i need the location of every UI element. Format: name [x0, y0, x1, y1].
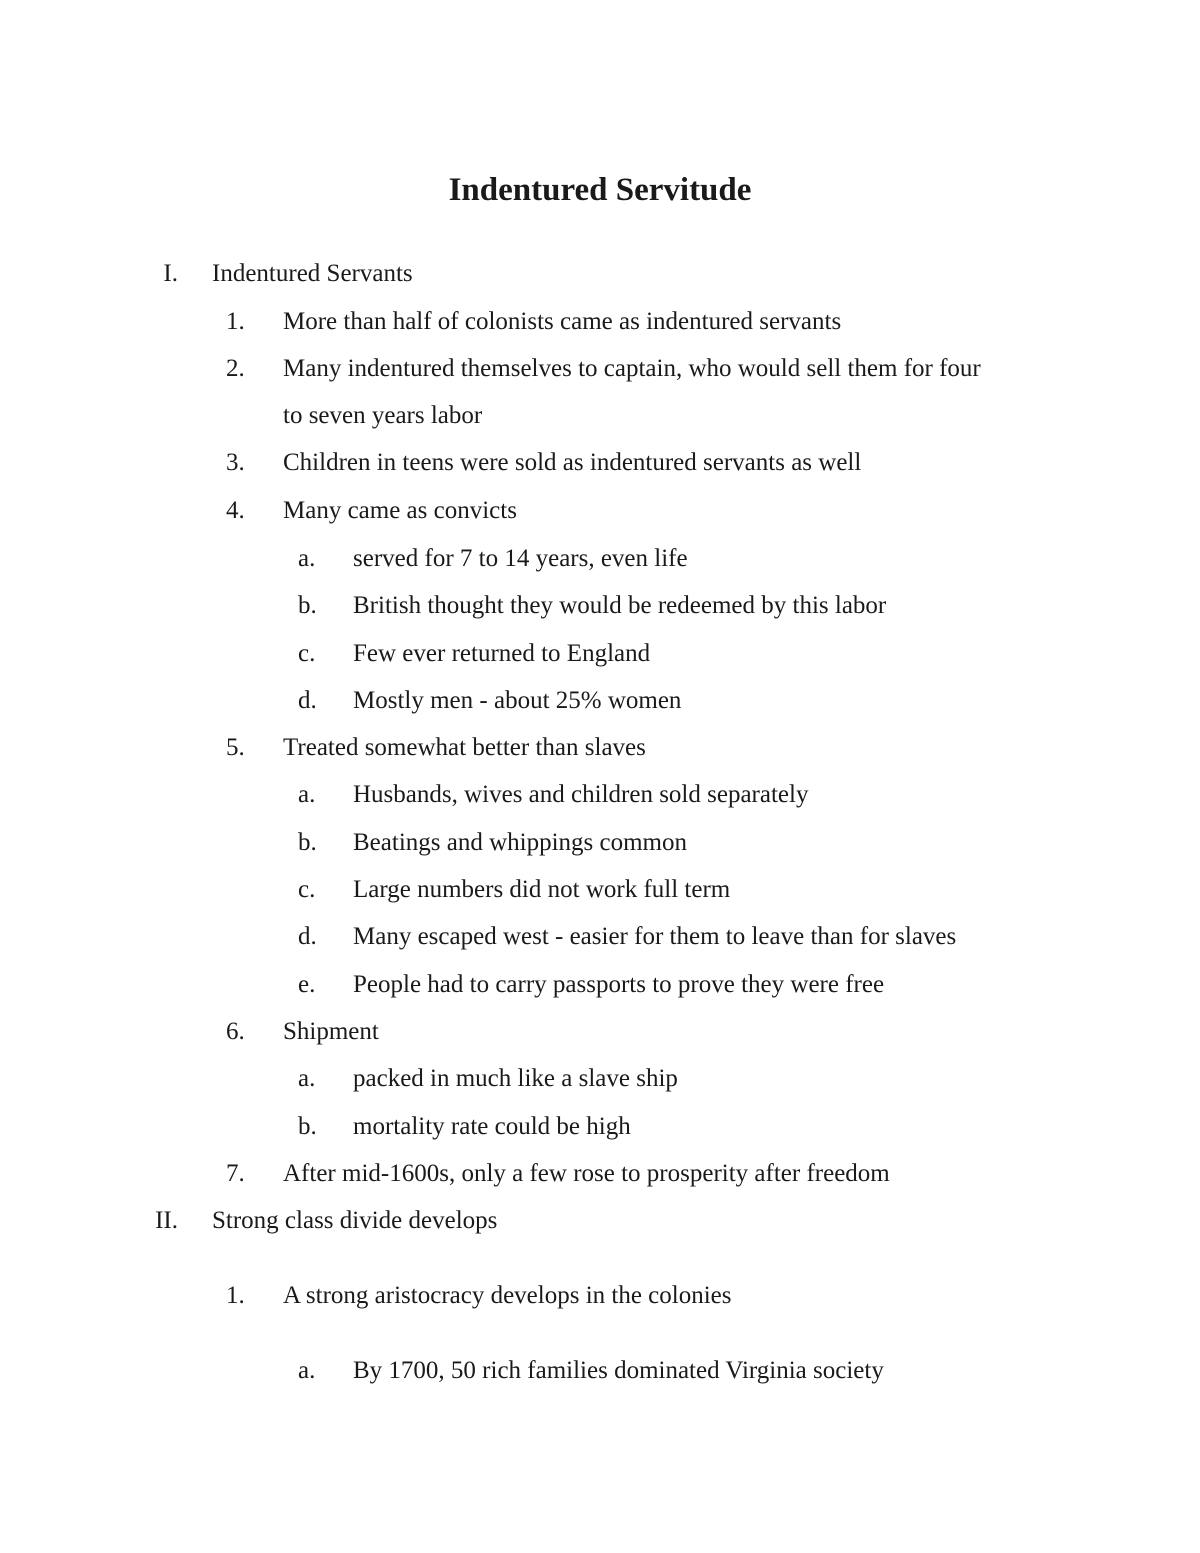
item-marker: 4.	[226, 497, 245, 524]
subitem-marker: c.	[298, 876, 316, 903]
list-subitem: mortality rate could be high	[353, 1113, 631, 1140]
subitem-marker: a.	[298, 1357, 316, 1384]
item-marker: 1.	[226, 308, 245, 335]
list-item: More than half of colonists came as indentured servants	[283, 308, 842, 335]
subitem-marker: c.	[298, 640, 316, 667]
subitem-marker: a.	[298, 781, 316, 808]
item-marker: 6.	[226, 1018, 245, 1045]
list-subitem: packed in much like a slave ship	[353, 1065, 678, 1092]
list-subitem: Many escaped west - easier for them to leave than for slaves	[353, 923, 957, 950]
section-heading: Strong class divide develops	[212, 1207, 498, 1234]
list-item: Many indentured themselves to captain, who would sell them for four	[283, 355, 981, 382]
list-subitem: Large numbers did not work full term	[353, 876, 731, 903]
item-marker: 7.	[226, 1160, 245, 1187]
list-subitem: served for 7 to 14 years, even life	[353, 545, 688, 572]
list-item-continuation: to seven years labor	[283, 402, 483, 429]
item-marker: 1.	[226, 1282, 245, 1309]
section-marker: II.	[155, 1207, 178, 1234]
item-marker: 5.	[226, 734, 245, 761]
list-item: Shipment	[283, 1018, 379, 1045]
subitem-marker: a.	[298, 545, 316, 572]
list-subitem: People had to carry passports to prove they were free	[353, 971, 885, 998]
list-subitem: Beatings and whippings common	[353, 829, 687, 856]
subitem-marker: b.	[298, 829, 317, 856]
list-item: After mid-1600s, only a few rose to prosperity after freedom	[283, 1160, 890, 1187]
subitem-marker: b.	[298, 1113, 317, 1140]
list-subitem: Few ever returned to England	[353, 640, 651, 667]
item-marker: 3.	[226, 449, 245, 476]
subitem-marker: b.	[298, 592, 317, 619]
section-heading: Indentured Servants	[212, 260, 413, 287]
list-subitem: British thought they would be redeemed by this labor	[353, 592, 887, 619]
list-item: A strong aristocracy develops in the colonies	[283, 1282, 732, 1309]
subitem-marker: d.	[298, 923, 317, 950]
subitem-marker: d.	[298, 687, 317, 714]
list-item: Children in teens were sold as indentured servants as well	[283, 449, 862, 476]
item-marker: 2.	[226, 355, 245, 382]
page-title: Indentured Servitude	[448, 172, 752, 208]
list-subitem: By 1700, 50 rich families dominated Virginia society	[353, 1357, 884, 1384]
list-subitem: Husbands, wives and children sold separately	[353, 781, 809, 808]
subitem-marker: a.	[298, 1065, 316, 1092]
list-item: Treated somewhat better than slaves	[283, 734, 646, 761]
section-marker: I.	[163, 260, 178, 287]
list-item: Many came as convicts	[283, 497, 517, 524]
subitem-marker: e.	[298, 971, 316, 998]
list-subitem: Mostly men - about 25% women	[353, 687, 682, 714]
